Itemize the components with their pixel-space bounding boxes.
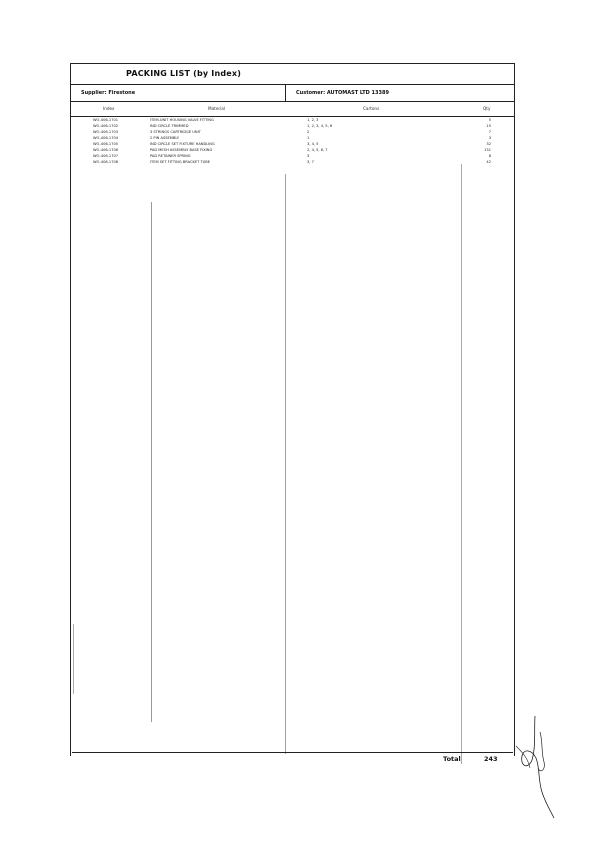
cell-material: ITEM SET FITTING BRACKET TUBE xyxy=(150,160,211,164)
cell-cartons: 2 xyxy=(307,130,310,134)
cell-material: IND CIRCLE SET FIXTURE HANDLING xyxy=(150,142,215,146)
cell-material: ITEM-UNIT HOUSING VALVE FITTING xyxy=(150,118,214,122)
cell-qty: 131 xyxy=(484,148,491,152)
cell-index: WO-406-1708 xyxy=(93,160,119,164)
title-row xyxy=(71,64,514,85)
cell-index: WO-406-1704 xyxy=(93,136,119,140)
cell-cartons: 3, 7 xyxy=(307,160,314,164)
cell-index: WO-406-1702 xyxy=(93,124,119,128)
page-title: PACKING LIST (by Index) xyxy=(126,69,242,78)
handwritten-signature xyxy=(510,712,560,822)
cell-qty: 8 xyxy=(488,154,491,158)
column-line-edge xyxy=(73,624,74,694)
column-line-cartons xyxy=(285,174,286,754)
cell-index: WO-406-1705 xyxy=(93,142,119,146)
column-line-qty xyxy=(461,164,462,764)
cell-index: WO-406-1701 xyxy=(93,118,119,122)
cell-cartons: 2, 4, 5, 6, 7 xyxy=(307,148,328,152)
customer-label: Customer: AUTOMAST LTD 13389 xyxy=(296,90,389,96)
table-row xyxy=(71,159,514,165)
cell-material: 3 STRINGS CARTRIDGE UNIT xyxy=(150,130,201,134)
column-header-row xyxy=(71,102,514,117)
column-line-material xyxy=(151,202,152,722)
column-header-material: Material xyxy=(208,106,226,111)
party-row xyxy=(71,85,514,102)
table-body xyxy=(71,117,514,165)
column-header-index: Index xyxy=(103,106,115,111)
total-value: 243 xyxy=(484,755,498,763)
cell-material: 2 PIN ASSEMBLY xyxy=(150,136,180,140)
party-divider xyxy=(285,85,286,101)
cell-qty: 3 xyxy=(488,136,491,140)
cell-qty: 42 xyxy=(486,160,491,164)
cell-index: WO-406-1703 xyxy=(93,130,119,134)
cell-qty: 7 xyxy=(488,130,491,134)
cell-cartons: 3 xyxy=(307,154,310,158)
total-divider xyxy=(72,752,513,753)
column-header-qty: Qty xyxy=(483,106,491,111)
cell-qty: 32 xyxy=(486,142,491,146)
cell-material: PAD MESH ASSEMBLY BASE FIXING xyxy=(150,148,213,152)
cell-cartons: 1 xyxy=(307,136,310,140)
cell-material: IND CIRCLE TRIMMED xyxy=(150,124,189,128)
cell-cartons: 1, 2, 3 xyxy=(307,118,319,122)
cell-cartons: 3, 4, 5 xyxy=(307,142,319,146)
packing-list-sheet xyxy=(70,63,515,756)
column-header-cartons: Cartons xyxy=(363,106,380,111)
cell-index: WO-406-1707 xyxy=(93,154,119,158)
cell-cartons: 1, 2, 3, 4, 5, 6 xyxy=(307,124,333,128)
cell-qty: 5 xyxy=(488,118,491,122)
cell-material: PAD RETAINER SPRING xyxy=(150,154,191,158)
supplier-label: Supplier: Firestone xyxy=(81,90,136,96)
total-label: Total xyxy=(443,755,461,763)
cell-index: WO-406-1706 xyxy=(93,148,119,152)
cell-qty: 15 xyxy=(486,124,491,128)
